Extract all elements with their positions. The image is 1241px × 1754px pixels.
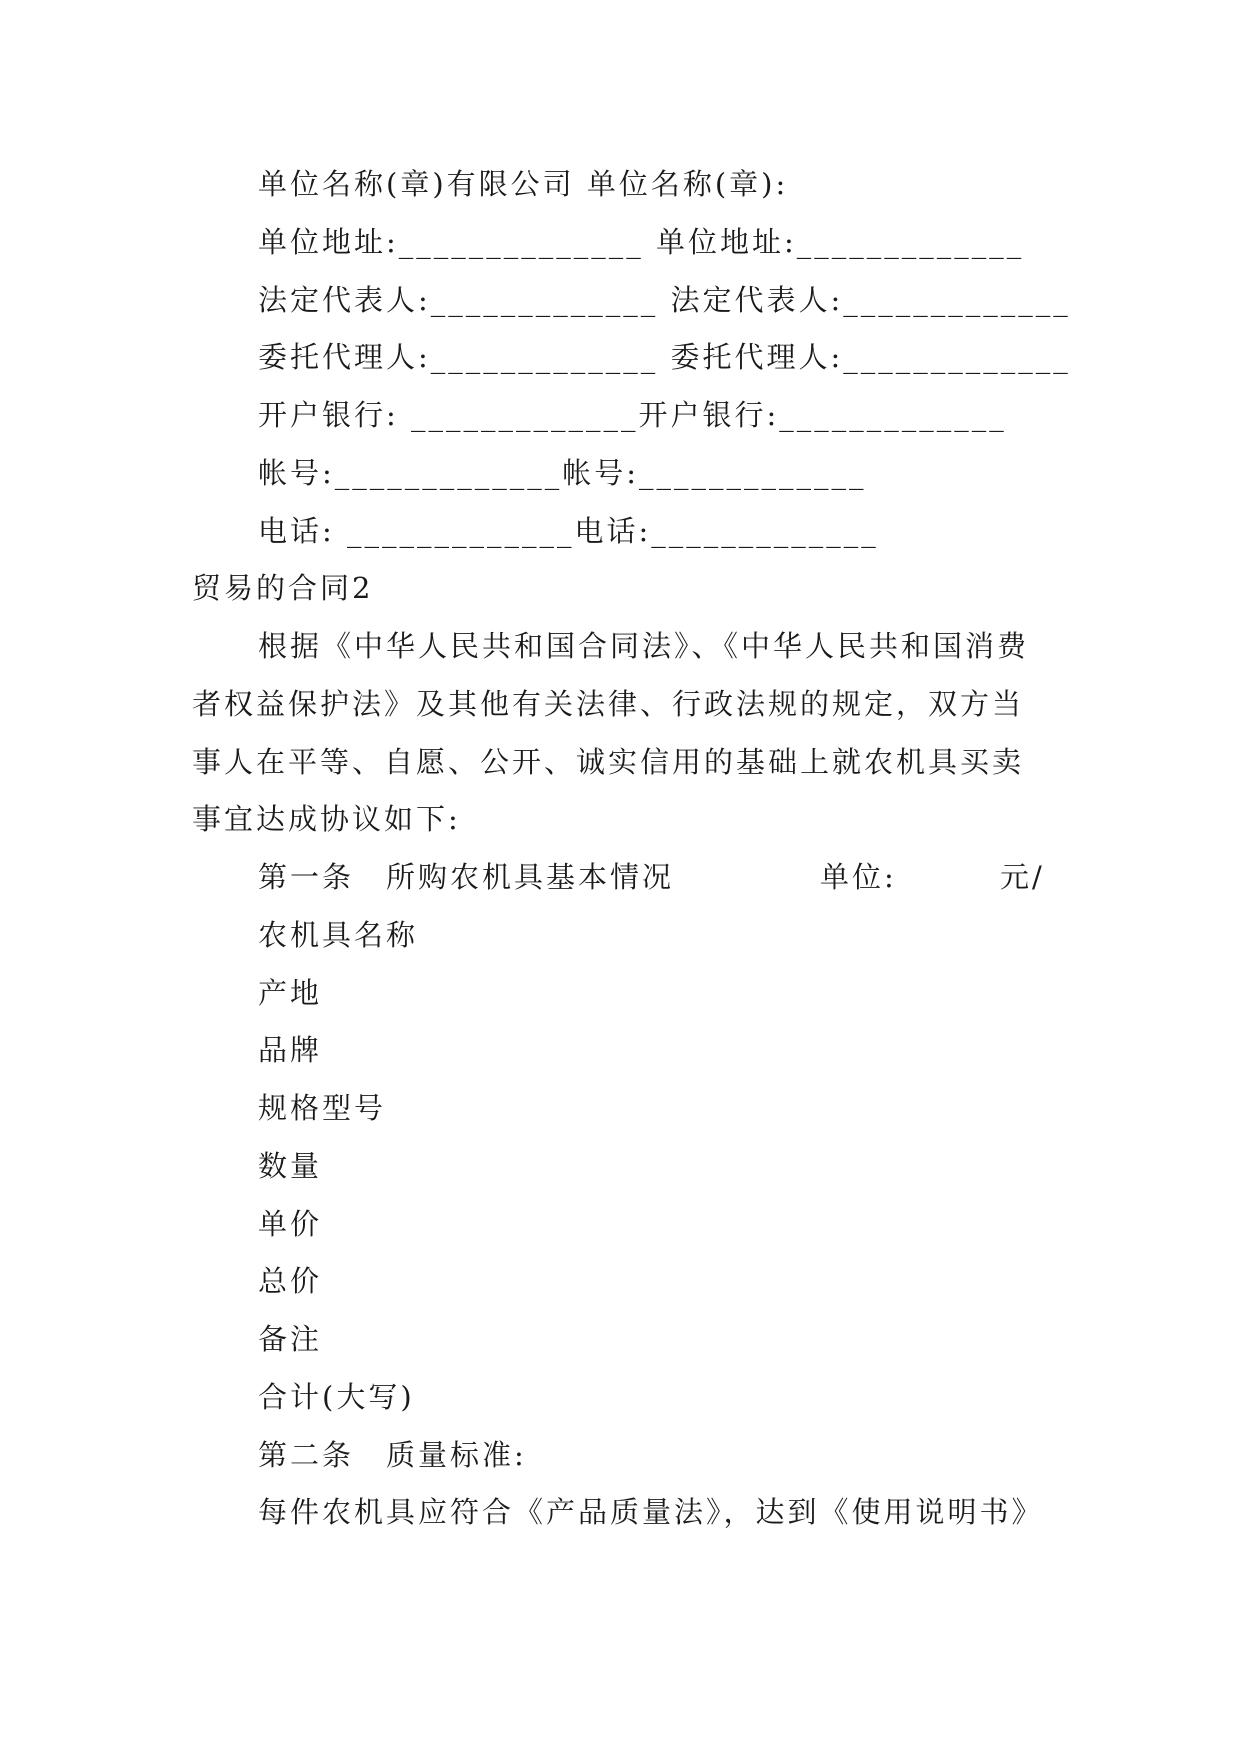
intro-line-3: 事人在平等、自愿、公开、诚实信用的基础上就农机具买卖 [192, 745, 1025, 779]
item-machine-name: 农机具名称 [258, 918, 419, 952]
unit-value: 元/ [1000, 860, 1045, 894]
signature-line-company-name: 单位名称(章)有限公司 单位名称(章): [258, 167, 789, 201]
signature-line-agent: 委托代理人:_____________ 委托代理人:_____________ [258, 340, 1071, 374]
unit-label: 单位: [820, 860, 897, 894]
intro-line-4: 事宜达成协议如下: [192, 802, 461, 836]
item-total-uppercase: 合计(大写) [258, 1380, 415, 1414]
item-total-price: 总价 [258, 1264, 323, 1298]
intro-line-1: 根据《中华人民共和国合同法》、《中华人民共和国消费 [258, 629, 1030, 663]
article1-heading: 第一条 所购农机具基本情况 [258, 860, 675, 894]
item-model: 规格型号 [258, 1091, 387, 1125]
signature-line-address: 单位地址:______________ 单位地址:_____________ [258, 225, 1025, 259]
item-remarks: 备注 [258, 1322, 323, 1356]
article2-heading: 第二条 质量标准: [258, 1438, 527, 1472]
article2-line-1: 每件农机具应符合《产品质量法》，达到《使用说明书》 [258, 1495, 1044, 1529]
item-origin: 产地 [258, 976, 323, 1010]
intro-line-2: 者权益保护法》及其他有关法律、行政法规的规定，双方当 [192, 687, 1025, 721]
signature-line-phone: 电话: _____________电话:_____________ [258, 514, 879, 548]
item-unit-price: 单价 [258, 1207, 323, 1241]
section-title: 贸易的合同2 [192, 571, 374, 605]
signature-line-account: 帐号:_____________帐号:_____________ [258, 456, 867, 490]
item-quantity: 数量 [258, 1149, 323, 1183]
signature-line-legal-representative: 法定代表人:_____________ 法定代表人:_____________ [258, 283, 1071, 317]
signature-line-bank: 开户银行: _____________开户银行:_____________ [258, 398, 1007, 432]
item-brand: 品牌 [258, 1033, 323, 1067]
